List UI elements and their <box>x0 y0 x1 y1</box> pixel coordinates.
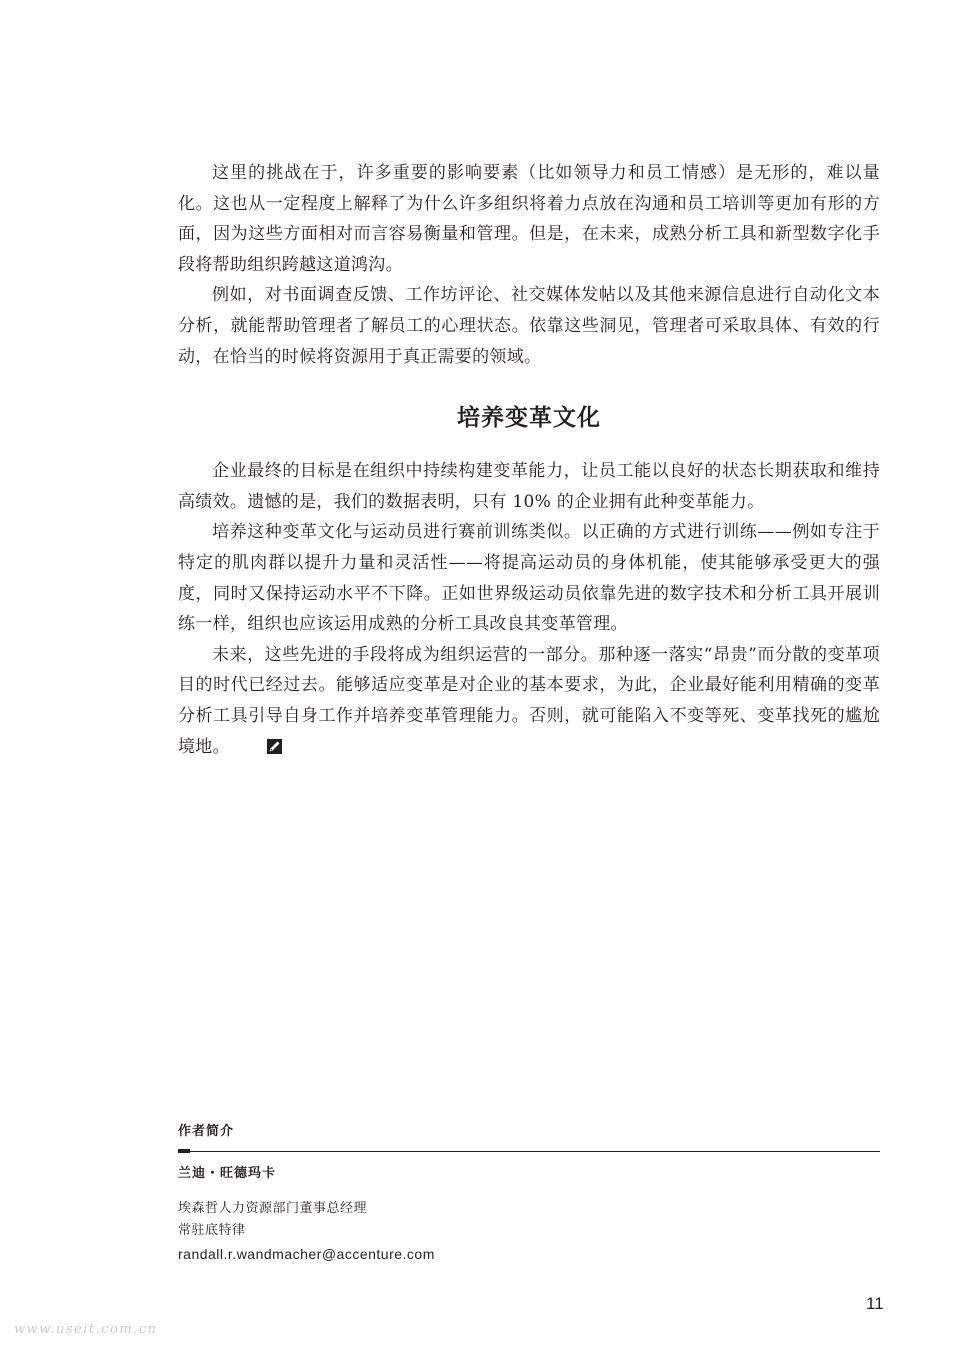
author-details <box>178 1198 880 1266</box>
author-email[interactable]: randall.r.wandmacher@accenture.com <box>178 1246 435 1262</box>
article-paragraph-5-text: 未来，这些先进的手段将成为组织运营的一部分。那种逐一落实“昂贵”而分散的变革项目的时代已经过去。能够适应变革是对企业的基本要求，为此，企业最好能利用精确的变革分析工具引导自身工作并培养变革管理能力。否则，就可能陷入不变等死、变革找死的尴尬境地。 <box>178 644 880 757</box>
article-paragraph-4: 培养这种变革文化与运动员进行赛前训练类似。以正确的方式进行训练——例如专注于特定的肌肉群以提升力量和灵活性——将提高运动员的身体机能，使其能够承受更大的强度，同时又保持运动水平不下降。正如世界级运动员依靠先进的数字技术和分析工具开展训练一样，组织也应该运用成熟的分析工具改良其变革管理。 <box>178 522 880 635</box>
author-divider-line <box>178 1151 880 1152</box>
author-title: 埃森哲人力资源部门董事总经理 <box>178 1201 368 1216</box>
author-divider <box>178 1146 880 1154</box>
author-heading: 作者简介 <box>178 1124 235 1139</box>
pencil-end-mark-icon <box>233 734 248 749</box>
section-title: 培养变革文化 <box>457 405 601 432</box>
watermark: www.useit.com.cn <box>14 1322 158 1337</box>
page-number: 11 <box>866 1294 884 1313</box>
article-paragraph-3: 企业最终的目标是在组织中持续构建变革能力，让员工能以良好的状态长期获取和维持高绩效。遗憾的是，我们的数据表明，只有 10% 的企业拥有此种变革能力。 <box>178 461 880 512</box>
article-paragraph-5 <box>178 640 880 762</box>
author-divider-accent <box>178 1149 190 1153</box>
article-paragraph-2: 例如，对书面调查反馈、工作坊评论、社交媒体发帖以及其他来源信息进行自动化文本分析，就能帮助管理者了解员工的心理状态。依靠这些洞见，管理者可采取具体、有效的行动，在恰当的时候将资源用于真正需要的领域。 <box>178 285 880 367</box>
author-location: 常驻底特律 <box>178 1223 246 1238</box>
author-name: 兰迪・旺德玛卡 <box>178 1166 277 1181</box>
article-paragraph-1: 这里的挑战在于，许多重要的影响要素（比如领导力和员工情感）是无形的，难以量化。这也从一定程度上解释了为什么许多组织将着力点放在沟通和员工培训等更加有形的方面，因为这些方面相对而言容易衡量和管理。但是，在未来，成熟分析工具和新型数字化手段将帮助组织跨越这道鸿沟。 <box>178 163 880 275</box>
author-bio <box>178 1122 880 1266</box>
article-body <box>178 158 880 762</box>
